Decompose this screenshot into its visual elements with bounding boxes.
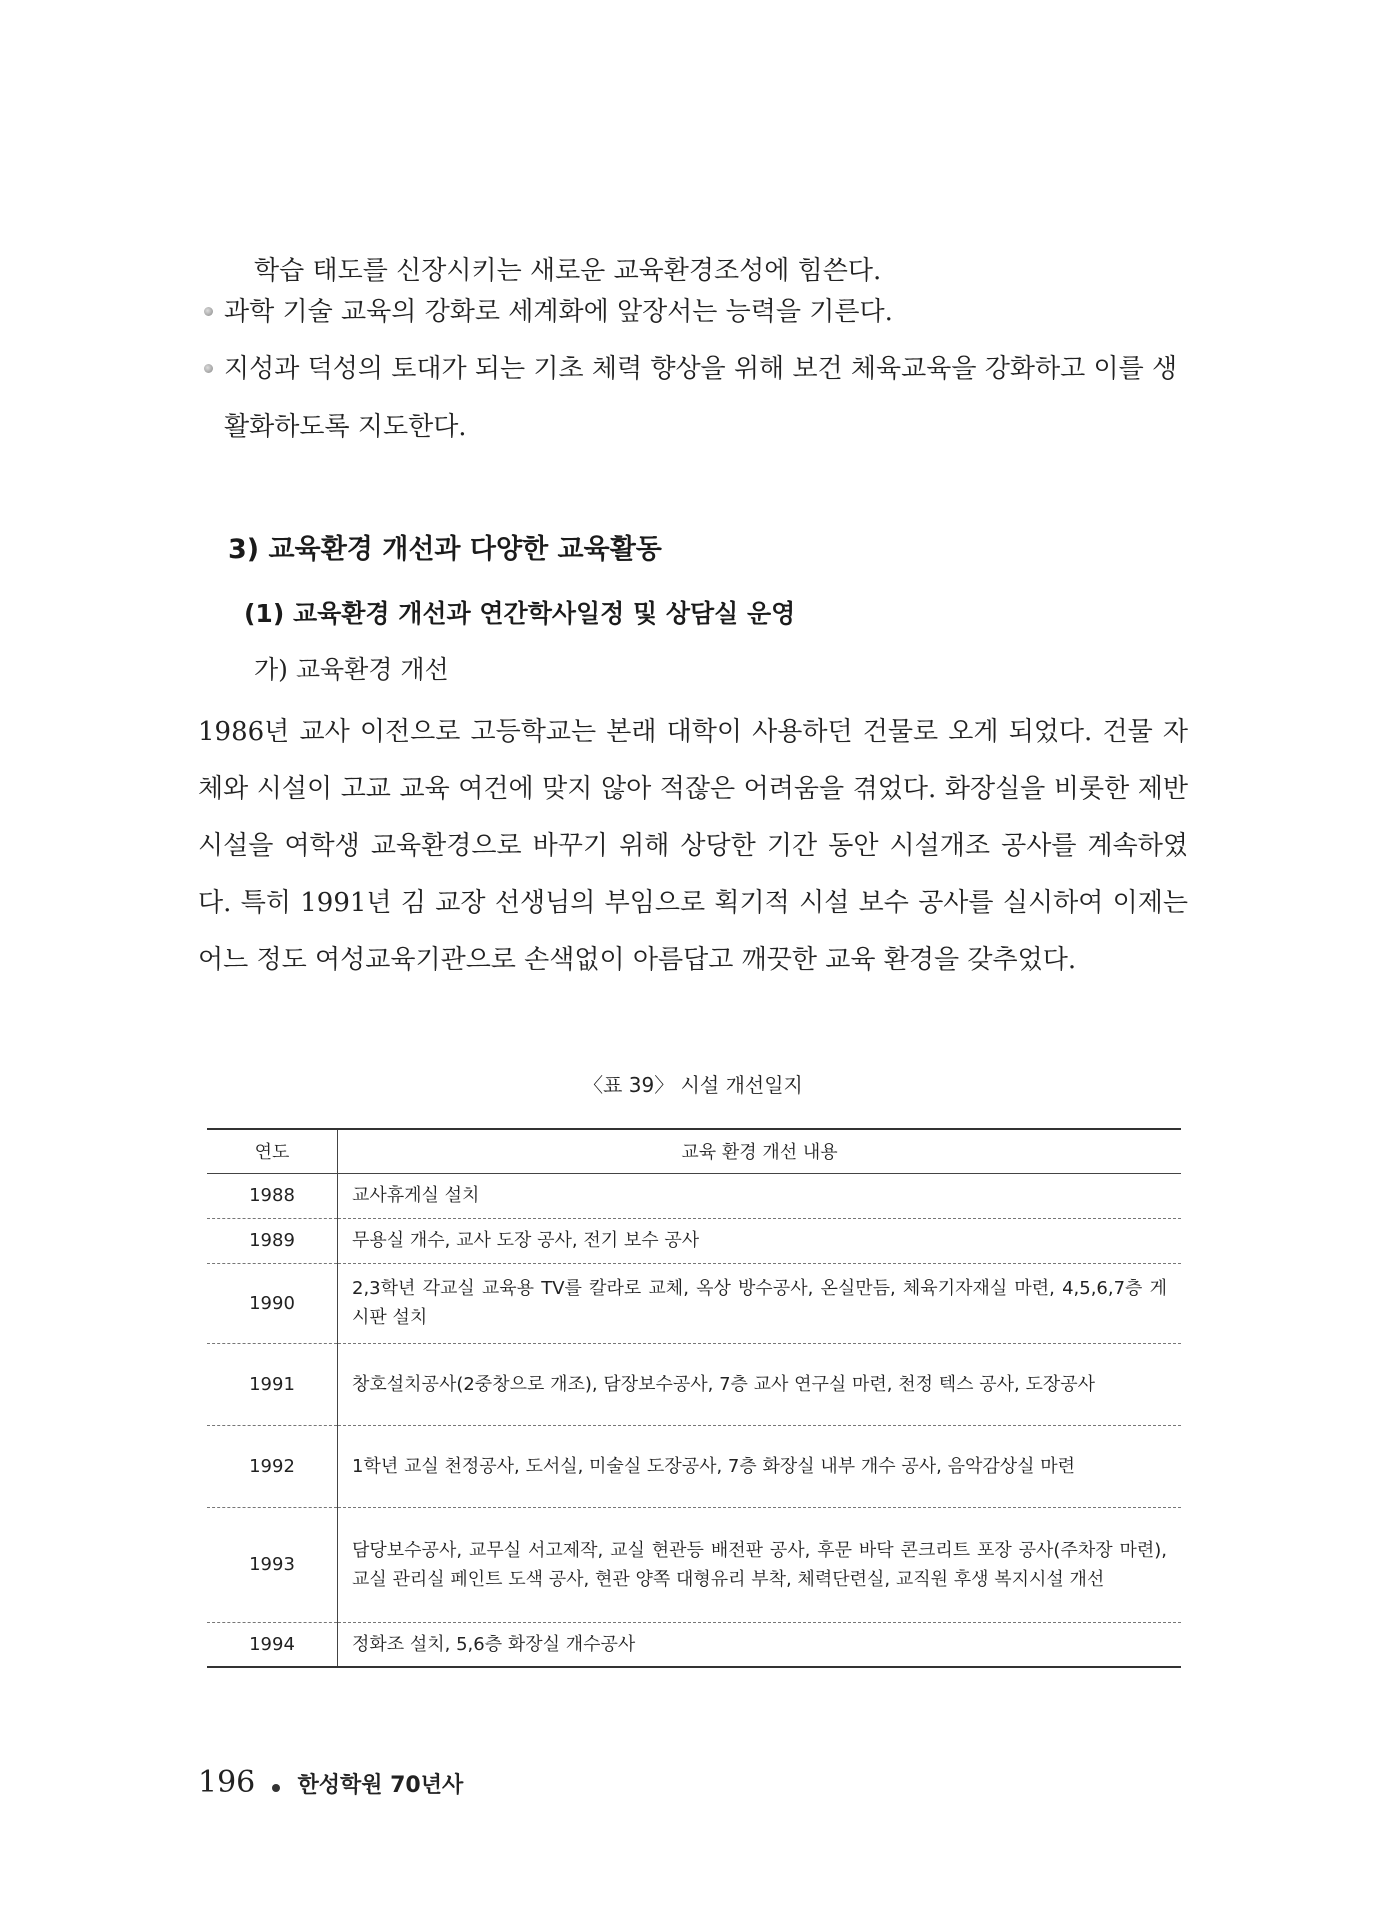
page-footer bbox=[198, 1765, 463, 1800]
subsection-heading: (1) 교육환경 개선과 연간학사일정 및 상담실 운영 bbox=[244, 599, 796, 628]
intro-line: 학습 태도를 신장시키는 새로운 교육환경조성에 힘쓴다. bbox=[254, 256, 882, 286]
row-content: 1학년 교실 천정공사, 도서실, 미술실 도장공사, 7층 화장실 내부 개수 공사, 음악감상실 마련 bbox=[352, 1455, 1076, 1477]
bullet-text: 과학 기술 교육의 강화로 세계화에 앞장서는 능력을 기른다. bbox=[224, 297, 893, 327]
row-content: 교사휴게실 설치 bbox=[352, 1185, 480, 1206]
separator-dot-icon bbox=[272, 1784, 280, 1792]
bullet-icon bbox=[204, 307, 213, 316]
row-content: 창호설치공사(2중창으로 개조), 담장보수공사, 7층 교사 연구실 마련, 천정 텍스 공사, 도장공사 bbox=[352, 1373, 1096, 1395]
section-heading: 3) 교육환경 개선과 다양한 교육활동 bbox=[228, 534, 662, 565]
row-content: 무용실 개수, 교사 도장 공사, 전기 보수 공사 bbox=[352, 1230, 700, 1251]
table-row bbox=[207, 1263, 1181, 1343]
header-year: 연도 bbox=[207, 1129, 338, 1173]
bullet-item bbox=[224, 283, 1192, 341]
row-year: 1991 bbox=[207, 1343, 338, 1425]
bullet-item bbox=[224, 340, 1192, 456]
bullet-icon bbox=[204, 364, 213, 373]
table-header-row bbox=[207, 1129, 1181, 1173]
body-paragraph: 1986년 교사 이전으로 고등학교는 본래 대학이 사용하던 건물로 오게 되었다. 건물 자체와 시설이 고교 교육 여건에 맞지 않아 적잖은 어려움을 겪었다. 화장실을 비롯한 제반시설을 여학생 교육환경으로 바꾸기 위해 상당한 기간 동안 시설개조 공사를 계속하였다. 특히 1991년 김 교장 선생님의 부임으로 획기적 시설 보수 공사를 실시하여 이제는 어느 정도 여성교육기관으로 손색없이 아름답고 깨끗한 교육 환경을 갖추었다. bbox=[198, 717, 1188, 975]
row-content: 정화조 설치, 5,6층 화장실 개수공사 bbox=[352, 1633, 636, 1655]
table-row bbox=[207, 1622, 1181, 1667]
row-year: 1989 bbox=[207, 1218, 338, 1263]
page-number: 196 bbox=[198, 1765, 256, 1800]
row-year: 1994 bbox=[207, 1622, 338, 1667]
row-year: 1992 bbox=[207, 1425, 338, 1507]
row-year: 1988 bbox=[207, 1173, 338, 1218]
table-caption: 〈표 39〉 시설 개선일지 bbox=[583, 1073, 803, 1097]
table-row bbox=[207, 1507, 1181, 1622]
table-row bbox=[207, 1173, 1181, 1218]
row-year: 1990 bbox=[207, 1263, 338, 1343]
item-heading: 가) 교육환경 개선 bbox=[254, 655, 449, 684]
row-content: 담당보수공사, 교무실 서고제작, 교실 현관등 배전판 공사, 후문 바닥 콘크리트 포장 공사(주차장 마련), 교실 관리실 페인트 도색 공사, 현관 양쪽 대형유리 부착, 체력단련실, 교직원 후생 복지시설 개선 bbox=[352, 1539, 1167, 1590]
row-year: 1993 bbox=[207, 1507, 338, 1622]
header-content: 교육 환경 개선 내용 bbox=[681, 1142, 838, 1164]
table-row bbox=[207, 1425, 1181, 1507]
row-content: 2,3학년 각교실 교육용 TV를 칼라로 교체, 옥상 방수공사, 온실만듬, 체육기자재실 마련, 4,5,6,7층 게시판 설치 bbox=[352, 1278, 1167, 1328]
table-row bbox=[207, 1343, 1181, 1425]
facility-improvement-table bbox=[207, 1128, 1181, 1668]
bullet-text: 지성과 덕성의 토대가 되는 기초 체력 향상을 위해 보건 체육교육을 강화하고 이를 생활화하도록 지도한다. bbox=[224, 354, 1178, 442]
book-title: 한성학원 70년사 bbox=[297, 1773, 464, 1798]
table-row bbox=[207, 1218, 1181, 1263]
